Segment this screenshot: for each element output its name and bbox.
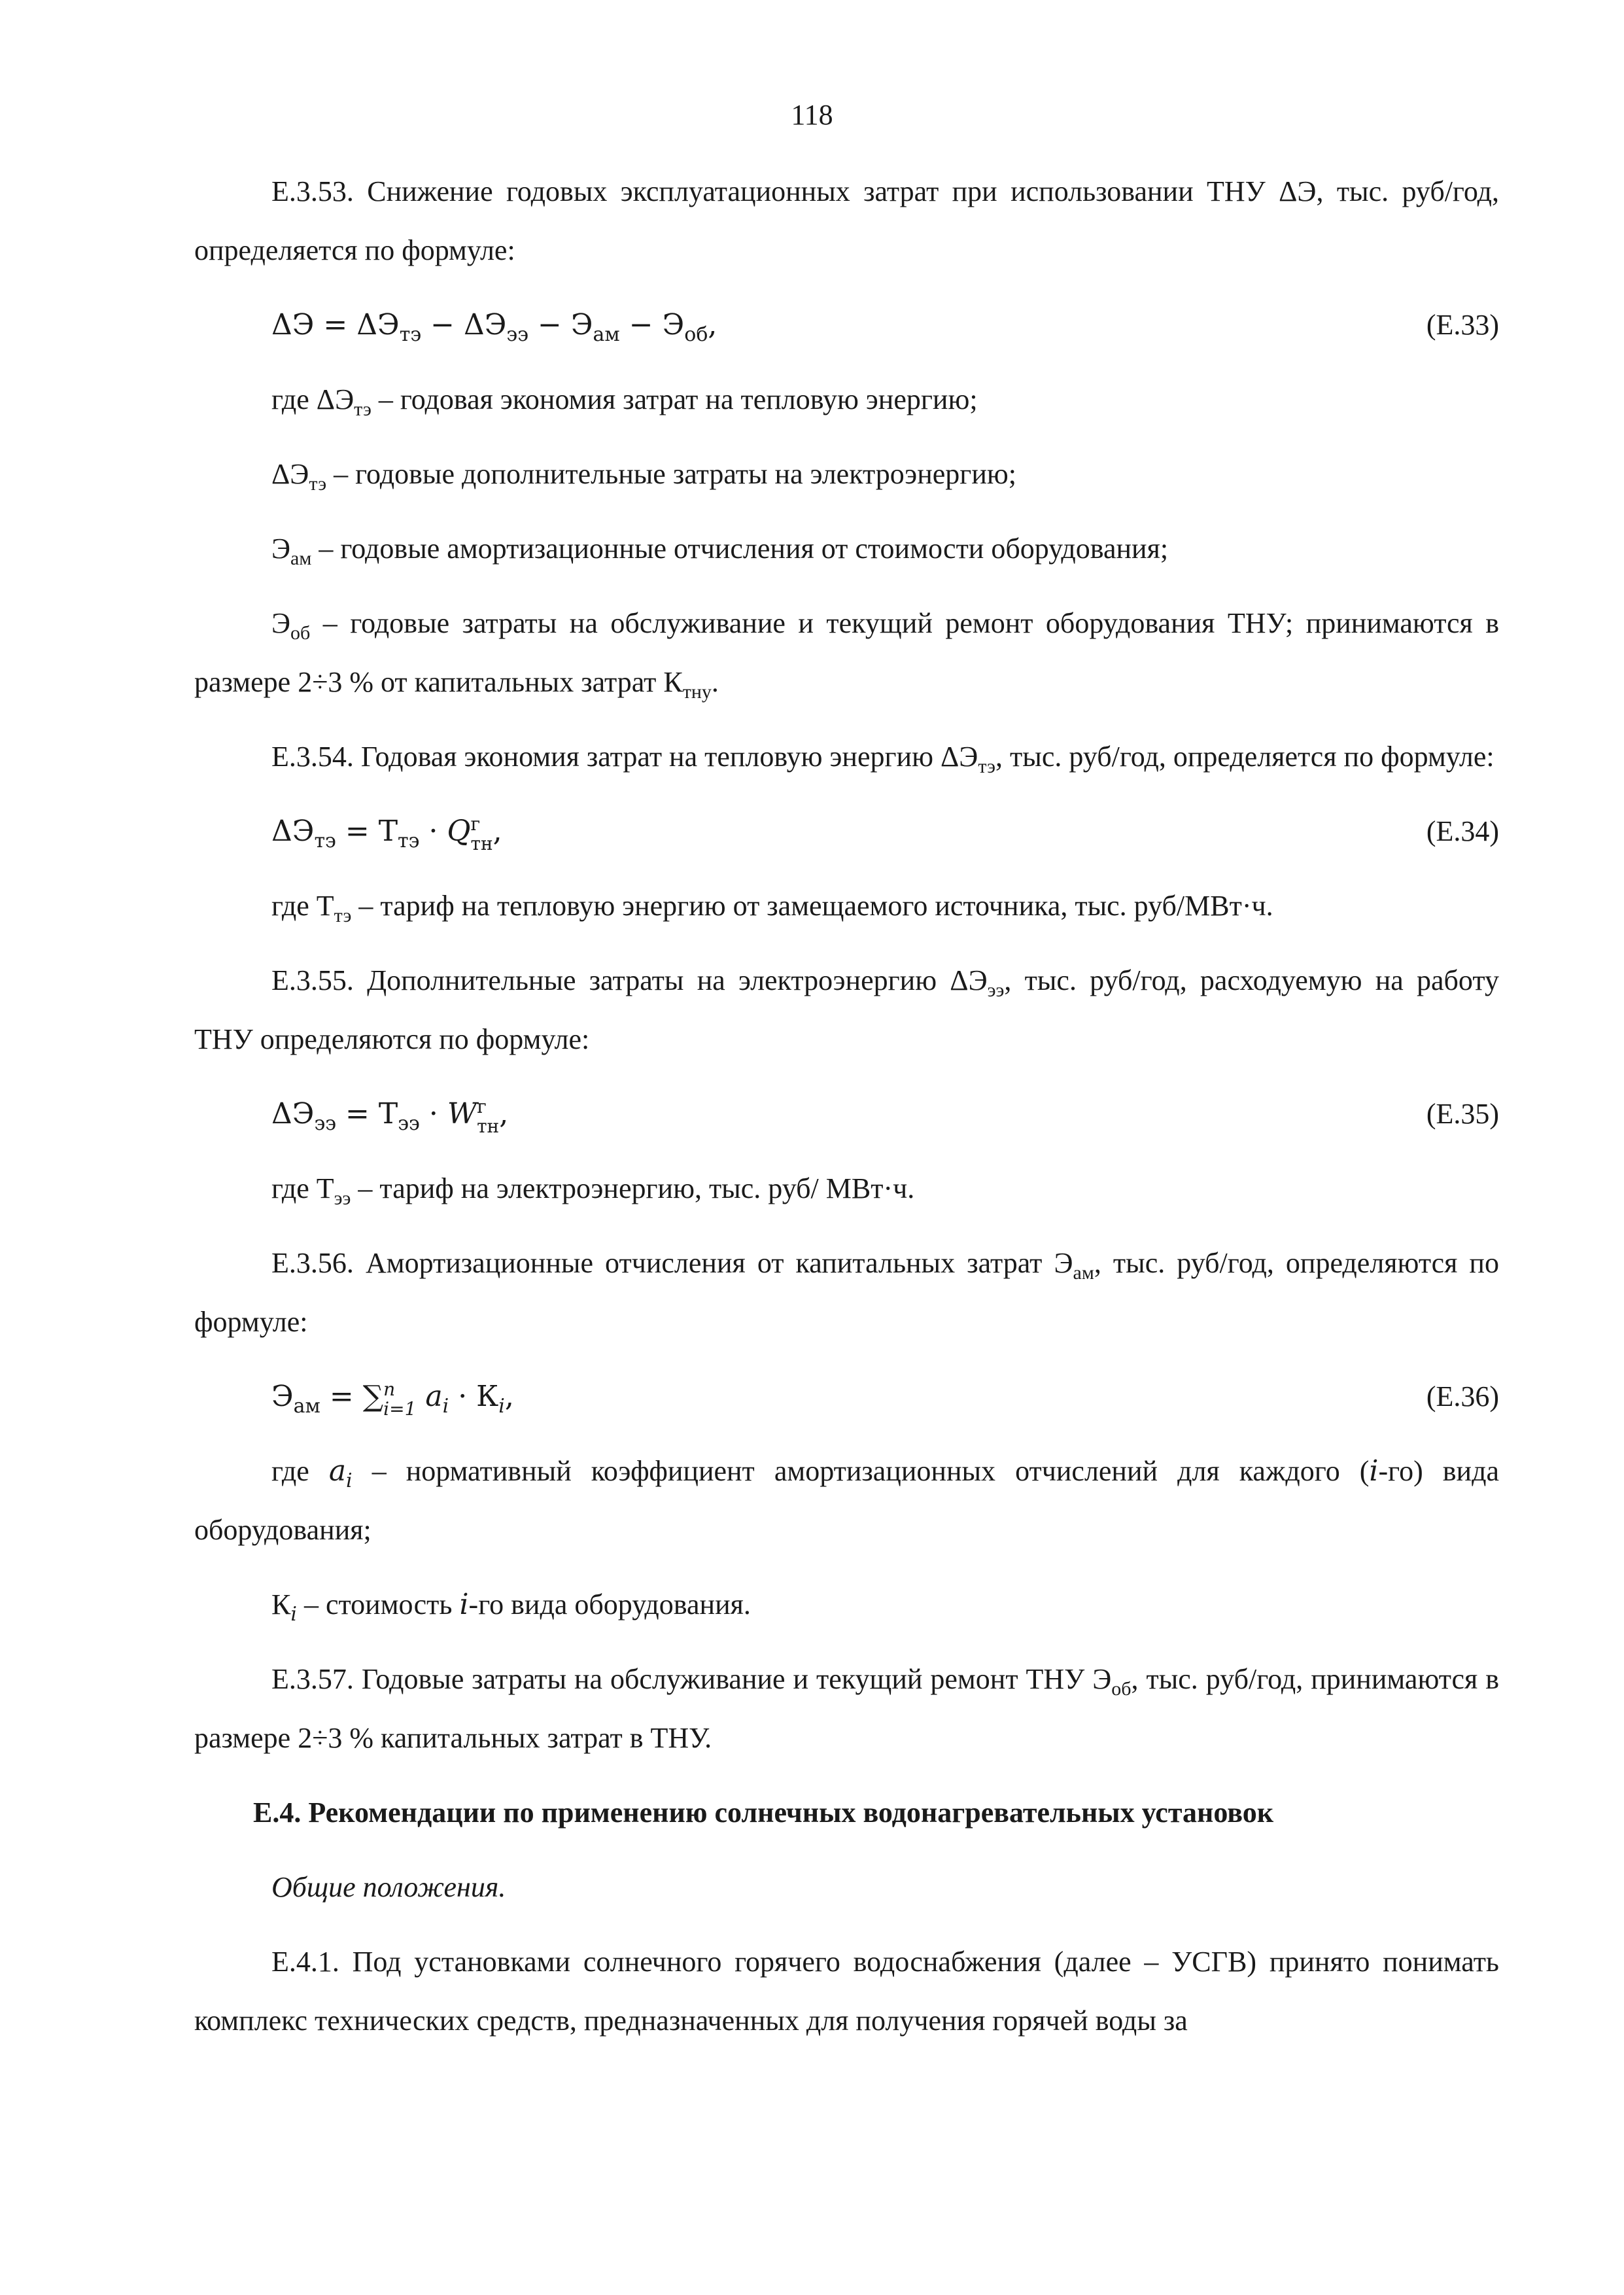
section-heading-e4: Е.4. Рекомендации по применению солнечных водонагревательных установок <box>253 1796 1274 1829</box>
definition-e-ob: $Э_{об}$ – годовые затраты на обслуживание и текущий ремонт оборудования ТНУ; принимаются в размере 2÷3 % от капитальных затрат $К_{тну}$. <box>194 607 1499 703</box>
equation-number-e34: (Е.34) <box>1426 815 1499 847</box>
definition-a-i: где $a_i$ – нормативный коэффициент амортизационных отчислений для каждого (i-го) вида оборудования; <box>194 1454 1499 1546</box>
page-number: 118 <box>791 99 833 131</box>
paragraph-e357: Е.3.57. Годовые затраты на обслуживание и текущий ремонт ТНУ $Э_{об}$, тыс. руб/год, принимаются в размере 2÷3 % капитальных затрат в ТНУ. <box>194 1663 1499 1754</box>
definition-delta-e-te-2: $\Delta Э_{тэ}$ – годовые дополнительные затраты на электроэнергию; <box>271 458 1016 495</box>
document-body <box>194 162 1499 2066</box>
definition-t-ee: где $Т_{ээ}$ – тариф на электроэнергию, тыс. руб/ МВт·ч. <box>271 1172 915 1209</box>
formula-e36: $Э_{ам}$ = ∑ n i=1 $a_i \cdot К_i$, (Е.36) <box>194 1367 1499 1426</box>
equation-number-e35: (Е.35) <box>1426 1098 1499 1130</box>
formula-e33: $\Delta Э = \Delta Э_{тэ} - \Delta Э_{ээ} - Э_{ам} - Э_{об}$, (Е.33) <box>194 296 1499 355</box>
definition-e-am: $Э_{ам}$ – годовые амортизационные отчисления от стоимости оборудования; <box>271 533 1169 569</box>
paragraph-e353: Е.3.53. Снижение годовых эксплуатационных затрат при использовании ТНУ ΔЭ, тыс. руб/год, определяется по формуле: <box>194 175 1499 266</box>
formula-e34: $\Delta Э_{тэ} = Т_{тэ} \cdot Q$ г тн , (Е.34) <box>194 802 1499 861</box>
equation-number-e33: (Е.33) <box>1426 309 1499 341</box>
definition-delta-e-te: где $\Delta Э_{тэ}$ – годовая экономия затрат на тепловую энергию; <box>271 383 978 420</box>
equation-number-e36: (Е.36) <box>1426 1380 1499 1412</box>
paragraph-e354: Е.3.54. Годовая экономия затрат на тепловую энергию $\Delta Э_{тэ}$, тыс. руб/год, определяется по формуле: <box>271 741 1494 777</box>
definition-t-te: где $Т_{тэ}$ – тариф на тепловую энергию от замещаемого источника, тыс. руб/МВт·ч. <box>271 890 1273 926</box>
formula-e35: $\Delta Э_{ээ} = Т_{ээ} \cdot W$ г тн , (Е.35) <box>194 1085 1499 1144</box>
paragraph-e41: Е.4.1. Под установками солнечного горячего водоснабжения (далее – УСГВ) принято понимать комплекс технических средств, предназначенных для получения горячей воды за <box>194 1946 1499 2037</box>
subheading-general: Общие положения. <box>271 1871 506 1903</box>
definition-k-i: $К_i$ – стоимость i-го вида оборудования. <box>271 1588 751 1626</box>
paragraph-e355: Е.3.55. Дополнительные затраты на электроэнергию $\Delta Э_{ээ}$, тыс. руб/год, расходуемую на работу ТНУ определяются по формуле: <box>194 964 1499 1055</box>
paragraph-e356: Е.3.56. Амортизационные отчисления от капитальных затрат $Э_{ам}$, тыс. руб/год, определяются по формуле: <box>194 1247 1499 1338</box>
